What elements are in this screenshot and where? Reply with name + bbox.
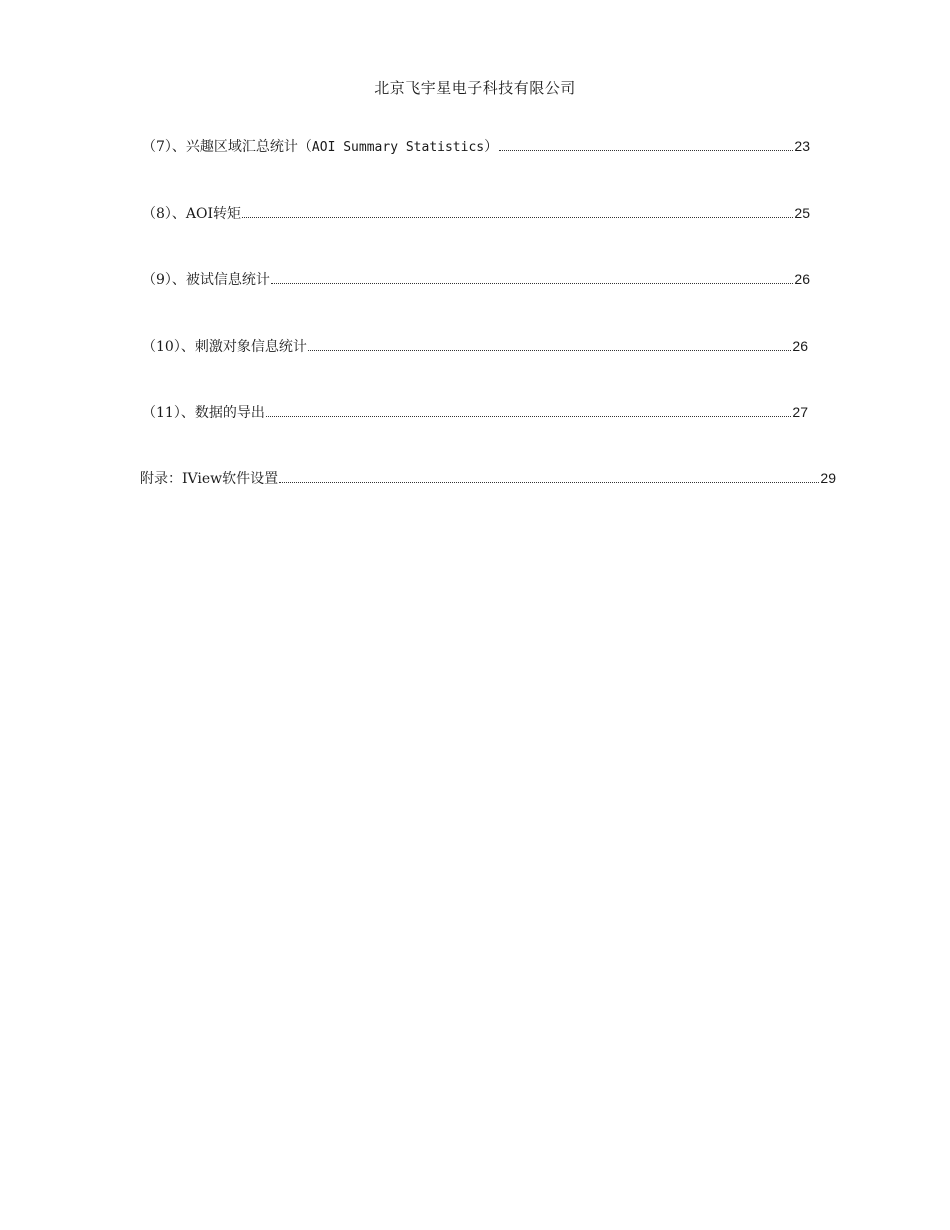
toc-leader-dots	[242, 217, 793, 218]
toc-entry-title: 附录：IView软件设置	[140, 471, 279, 487]
toc-entry[interactable]	[142, 204, 810, 223]
toc-leader-dots	[266, 416, 792, 417]
toc-leader-dots	[271, 283, 794, 284]
toc-entry[interactable]	[142, 137, 810, 157]
toc-entry-title: （9）、被试信息统计	[142, 272, 270, 288]
toc-entry[interactable]	[142, 403, 808, 422]
toc-entry-title: （10）、刺激对象信息统计	[142, 339, 307, 355]
toc-entry-page: 25	[794, 205, 810, 221]
toc-entry[interactable]	[142, 337, 808, 356]
toc-entry-page: 23	[794, 138, 810, 154]
toc-entry-title-english: AOI Summary Statistics	[311, 140, 485, 155]
toc-entry-title: （8）、AOI转矩	[142, 206, 242, 222]
toc-entry-title: （11）、数据的导出	[142, 405, 265, 421]
toc-leader-dots	[308, 350, 792, 351]
toc-entry-page: 26	[794, 271, 810, 287]
toc-entry-title-prefix: （7）、兴趣区域汇总统计（	[142, 139, 312, 155]
toc-leader-dots	[499, 150, 793, 151]
toc-entry-title	[142, 138, 498, 157]
toc-entry[interactable]	[142, 270, 810, 289]
page-header: 北京飞宇星电子科技有限公司	[374, 79, 576, 97]
toc-entry-page: 26	[792, 338, 808, 354]
toc-entry-page: 29	[820, 470, 836, 486]
toc-leader-dots	[279, 482, 819, 483]
toc-entry[interactable]	[140, 469, 836, 488]
toc-entry-page: 27	[792, 404, 808, 420]
toc-entry-title-suffix: ）	[484, 139, 499, 155]
